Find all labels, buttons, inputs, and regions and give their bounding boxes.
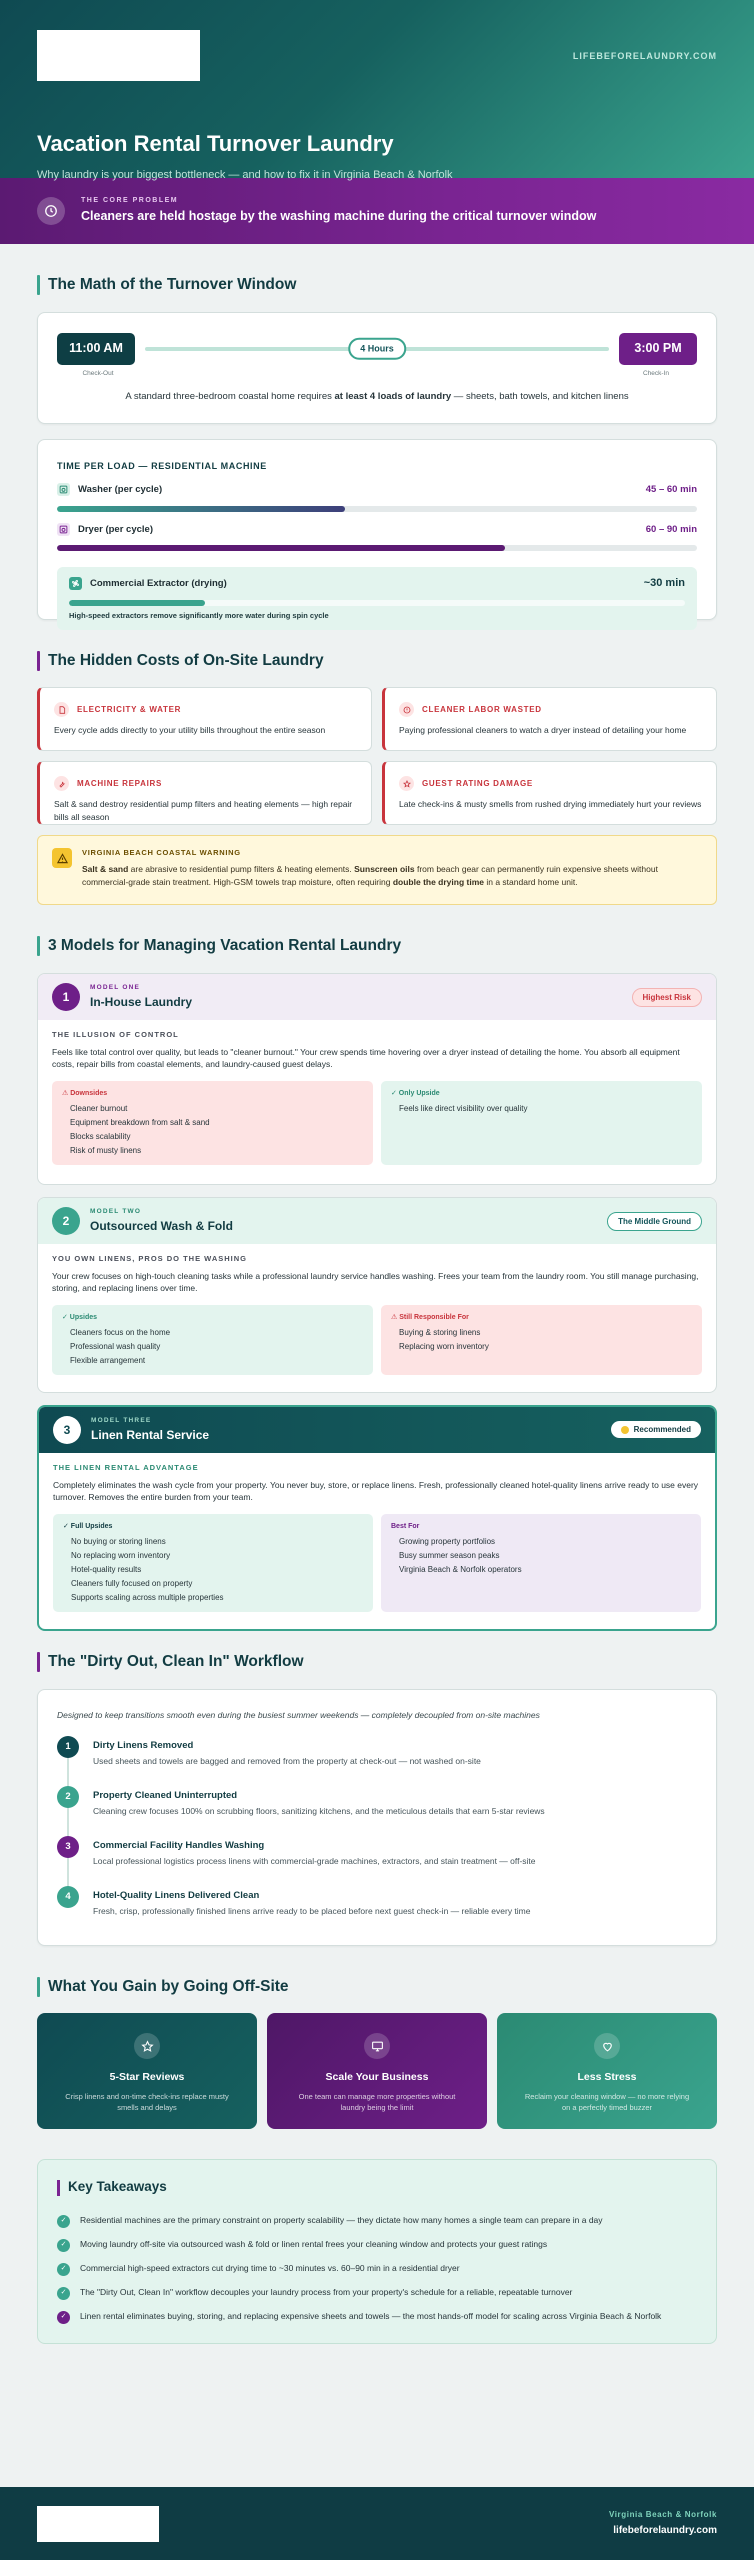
list-item: Risk of musty linens <box>70 1145 142 1155</box>
cost-title: MACHINE REPAIRS <box>77 779 163 789</box>
page-header <box>0 0 754 181</box>
model-number: 1 <box>52 983 80 1011</box>
section-math-title <box>37 274 717 296</box>
model-header <box>38 974 716 1020</box>
washer-bar-fill <box>57 506 345 512</box>
list-item: Buying & storing linens <box>399 1327 481 1337</box>
takeaway-item: ✓ Moving laundry off-site via outsourced wash & fold or linen rental frees your cleaning window and protects your guest ratings <box>57 2233 697 2257</box>
workflow-intro: Designed to keep transitions smooth even during the busiest summer weekends — completely decoupled from on-site machines <box>57 1709 540 1720</box>
extractor-bar-fill <box>69 600 205 606</box>
step-desc: Cleaning crew focuses 100% on scrubbing floors, sanitizing kitchens, and the meticulous details that earn 5-star reviews <box>93 1805 545 1816</box>
section-accent-bar <box>57 2180 60 2196</box>
model-three-card <box>37 1405 717 1631</box>
extractor-note: High-speed extractors remove significantly more water during spin cycle <box>69 611 329 621</box>
section-workflow-title <box>37 1651 717 1673</box>
star-icon <box>399 776 414 791</box>
load-value: 45 – 60 min <box>645 484 697 496</box>
clock-icon <box>37 197 65 225</box>
star-icon <box>621 1426 629 1434</box>
cost-grid <box>37 687 717 825</box>
section-gains-title <box>37 1976 717 1998</box>
model-number: 3 <box>53 1416 81 1444</box>
upsides-box <box>52 1305 373 1375</box>
gain-desc: One team can manage more properties without laundry being the limit <box>298 2092 456 2113</box>
takeaway-item: ✓ Linen rental eliminates buying, storing, and replacing expensive sheets and towels — the most hands-off model for scaling across Virginia Beach & Norfolk <box>57 2305 697 2329</box>
timeline-description: A standard three-bedroom coastal home requires at least 4 loads of laundry — sheets, bath towels, and kitchen linens <box>125 390 629 402</box>
gain-title: 5-Star Reviews <box>109 2071 185 2084</box>
col-title: ⚠ Downsides <box>62 1090 108 1098</box>
list-item: Cleaners focus on the home <box>70 1327 171 1337</box>
model-description: Your crew focuses on high-touch cleaning tasks while a professional laundry service handles washing. Frees your team from the laundry room. You still manage purchasing, storing, and replacing linens over time. <box>52 1270 699 1294</box>
cost-desc: Late check-ins & musty smells from rushed drying immediately hurt your reviews <box>399 799 702 810</box>
model-subtitle: YOU OWN LINENS, PROS DO THE WASHING <box>52 1254 248 1264</box>
site-url[interactable]: LIFEBEFORELAUNDRY.COM <box>572 51 717 61</box>
list-item: Blocks scalability <box>70 1131 131 1141</box>
model-one-card <box>37 973 717 1185</box>
step-number: 2 <box>57 1786 79 1808</box>
model-kicker: MODEL ONE <box>90 984 141 992</box>
load-row-washer <box>57 483 697 511</box>
section-heading: What You Gain by Going Off-Site <box>48 1977 289 1995</box>
section-heading: 3 Models for Managing Vacation Rental Laundry <box>48 937 402 955</box>
extractor-box <box>57 567 697 630</box>
section-accent-bar <box>37 1652 40 1672</box>
col-title: ⚠ Still Responsible For <box>391 1314 469 1322</box>
cost-card <box>382 687 717 751</box>
cost-card <box>382 761 717 825</box>
heart-icon <box>594 2033 620 2059</box>
step-number: 3 <box>57 1836 79 1858</box>
section-heading: The Hidden Costs of On-Site Laundry <box>48 651 324 669</box>
section-costs-title <box>37 650 717 672</box>
cost-card <box>37 687 372 751</box>
model-header <box>38 1198 716 1244</box>
page-title: Vacation Rental Turnover Laundry <box>37 131 394 156</box>
timeline-line <box>145 343 609 354</box>
section-accent-bar <box>37 936 40 956</box>
still-responsible-box <box>381 1305 702 1375</box>
section-accent-bar <box>37 651 40 671</box>
cost-desc: Every cycle adds directly to your utility bills throughout the entire season <box>54 725 326 736</box>
col-title: ✓ Upsides <box>62 1314 98 1322</box>
model-description: Feels like total control over quality, but leads to "cleaner burnout." Your crew spends time hovering over a dryer instead of detailing the home. You absorb all equipment costs, repair bills from coastal elements, and laundry-caused guest delays. <box>52 1046 680 1070</box>
gain-card <box>267 2013 487 2129</box>
cost-title: CLEANER LABOR WASTED <box>422 705 542 715</box>
col-title: Best For <box>391 1523 420 1531</box>
upside-box <box>381 1081 702 1165</box>
core-text: Cleaners are held hostage by the washing machine during the critical turnover window <box>81 209 597 224</box>
page-footer <box>0 2487 754 2560</box>
section-heading: The "Dirty Out, Clean In" Workflow <box>48 1653 304 1671</box>
warning-title: VIRGINIA BEACH COASTAL WARNING <box>82 848 241 858</box>
alert-icon <box>399 702 414 717</box>
downsides-box <box>52 1081 373 1165</box>
progress-track <box>69 600 685 606</box>
dryer-icon <box>57 523 70 536</box>
load-name: Dryer (per cycle) <box>78 523 153 535</box>
check-icon: ✓ <box>57 2287 70 2300</box>
load-name: Washer (per cycle) <box>78 484 163 496</box>
col-title: ✓ Full Upsides <box>63 1523 113 1531</box>
model-description: Completely eliminates the wash cycle from your property. You never buy, store, or replace linens. Fresh, professionally cleaned hotel-quality linens arrive ready to use every turnover. Removes the entire burden from your team. <box>53 1479 699 1503</box>
warning-icon <box>52 848 72 868</box>
list-item: Cleaner burnout <box>70 1103 128 1113</box>
list-item: Replacing worn inventory <box>399 1341 489 1351</box>
gain-title: Scale Your Business <box>325 2071 429 2084</box>
full-upsides-box <box>53 1514 373 1612</box>
model-two-card <box>37 1197 717 1393</box>
core-problem-banner <box>0 178 754 244</box>
workflow-card <box>37 1689 717 1946</box>
step-title: Dirty Linens Removed <box>93 1739 194 1751</box>
footer-region: Virginia Beach & Norfolk <box>608 2510 717 2520</box>
takeaway-item: ✓ The "Dirty Out, Clean In" workflow decouples your laundry process from your property's schedule for a reliable, repeatable turnover <box>57 2281 697 2305</box>
washer-icon <box>57 483 70 496</box>
section-heading: The Math of the Turnover Window <box>48 276 297 293</box>
gain-card <box>37 2013 257 2129</box>
step-title: Property Cleaned Uninterrupted <box>93 1789 238 1801</box>
progress-track <box>57 506 697 512</box>
model-kicker: MODEL THREE <box>91 1417 152 1425</box>
workflow-step <box>57 1786 697 1836</box>
key-takeaways <box>37 2159 717 2344</box>
gains-grid <box>37 2013 717 2129</box>
footer-logo[interactable] <box>37 2506 159 2542</box>
step-desc: Local professional logistics process linens with commercial-grade machines, extractors, and stain treatment — off-site <box>93 1855 536 1866</box>
workflow-step <box>57 1736 697 1786</box>
workflow-step <box>57 1886 697 1936</box>
load-row-dryer <box>57 523 697 551</box>
window-badge: 4 Hours <box>348 337 406 360</box>
load-value: ~30 min <box>643 576 685 589</box>
takeaway-item: ✓ Commercial high-speed extractors cut drying time to ~30 minutes vs. 60–90 min in a residential dryer <box>57 2257 697 2281</box>
list-item: Professional wash quality <box>70 1341 161 1351</box>
progress-track <box>57 545 697 551</box>
checkout-time: 11:00 AM <box>57 333 135 365</box>
warning-desc: Salt & sand are abrasive to residential pump filters & heating elements. Sunscreen oils from beach gear can permanently ruin expensive sheets without commercial-grade stain treatment. High-GSM towels trap moisture, often requiring double the drying time in a standard home unit. <box>82 863 658 887</box>
time-per-load-card <box>37 439 717 620</box>
load-value: 60 – 90 min <box>645 523 697 535</box>
risk-badge: Highest Risk <box>632 988 702 1007</box>
load-card-title: TIME PER LOAD — RESIDENTIAL MACHINE <box>57 460 267 471</box>
list-item: Feels like direct visibility over quality <box>399 1103 528 1113</box>
step-number: 4 <box>57 1886 79 1908</box>
star-icon <box>134 2033 160 2059</box>
checkin-time: 3:00 PM <box>619 333 697 365</box>
list-item: Virginia Beach & Norfolk operators <box>399 1564 522 1574</box>
checkout-label: Check-Out <box>82 369 114 377</box>
footer-url[interactable]: lifebeforelaundry.com <box>613 2524 717 2536</box>
coastal-warning <box>37 835 717 905</box>
fan-icon <box>69 577 82 590</box>
list-item: No replacing worn inventory <box>71 1550 171 1560</box>
step-desc: Fresh, crisp, professionally finished linens arrive ready to be placed before next guest check-in — reliable every time <box>93 1905 531 1916</box>
list-item: Busy summer season peaks <box>399 1550 500 1560</box>
dryer-bar-fill <box>57 545 505 551</box>
step-title: Hotel-Quality Linens Delivered Clean <box>93 1889 260 1901</box>
model-name: In-House Laundry <box>90 995 193 1010</box>
load-name: Commercial Extractor (drying) <box>90 577 227 589</box>
cost-desc: Salt & sand destroy residential pump filters and heating elements — high repair bills all season <box>54 799 353 823</box>
check-icon: ✓ <box>57 2263 70 2276</box>
model-subtitle: THE LINEN RENTAL ADVANTAGE <box>53 1463 199 1473</box>
step-number: 1 <box>57 1736 79 1758</box>
checkin-label: Check-In <box>642 369 669 377</box>
model-subtitle: THE ILLUSION OF CONTROL <box>52 1030 179 1040</box>
step-title: Commercial Facility Handles Washing <box>93 1839 265 1851</box>
gain-title: Less Stress <box>577 2071 637 2084</box>
cost-desc: Paying professional cleaners to watch a dryer instead of detailing your home <box>399 725 687 736</box>
model-name: Linen Rental Service <box>91 1428 210 1443</box>
gain-desc: Reclaim your cleaning window — no more relying on a perfectly timed buzzer <box>524 2092 690 2113</box>
section-accent-bar <box>37 275 40 295</box>
turnover-timeline-card <box>37 312 717 424</box>
check-icon: ✓ <box>57 2215 70 2228</box>
core-kicker: THE CORE PROBLEM <box>81 197 179 205</box>
monitor-icon <box>364 2033 390 2059</box>
cost-title: GUEST RATING DAMAGE <box>422 779 533 789</box>
document-icon <box>54 702 69 717</box>
list-item: Growing property portfolios <box>399 1536 496 1546</box>
takeaway-item: ✓ Residential machines are the primary constraint on property scalability — they dictate how many homes a single team can prepare in a day <box>57 2209 697 2233</box>
recommended-badge: Recommended <box>611 1421 701 1438</box>
cost-title: ELECTRICITY & WATER <box>77 705 182 715</box>
page-subtitle: Why laundry is your biggest bottleneck — and how to fix it in Virginia Beach & Norfolk <box>37 168 453 181</box>
check-icon: ✓ <box>57 2239 70 2252</box>
takeaways-title: Key Takeaways <box>68 2179 167 2195</box>
logo[interactable] <box>37 30 200 81</box>
workflow-step <box>57 1836 697 1886</box>
section-accent-bar <box>37 1977 40 1997</box>
model-kicker: MODEL TWO <box>90 1208 142 1216</box>
section-models-title <box>37 935 717 957</box>
list-item: Flexible arrangement <box>70 1355 146 1365</box>
check-icon: ✓ <box>57 2311 70 2324</box>
list-item: Cleaners fully focused on property <box>71 1578 193 1588</box>
gain-card <box>497 2013 717 2129</box>
gain-desc: Crisp linens and on-time check-ins replace musty smells and delays <box>65 2092 229 2113</box>
model-header <box>39 1407 715 1453</box>
list-item: No buying or storing linens <box>71 1536 166 1546</box>
cost-card <box>37 761 372 825</box>
model-name: Outsourced Wash & Fold <box>90 1219 233 1234</box>
list-item: Hotel-quality results <box>71 1564 142 1574</box>
middle-ground-badge: The Middle Ground <box>607 1212 702 1231</box>
best-for-box <box>381 1514 701 1612</box>
model-number: 2 <box>52 1207 80 1235</box>
list-item: Equipment breakdown from salt & sand <box>70 1117 210 1127</box>
wrench-icon <box>54 776 69 791</box>
list-item: Supports scaling across multiple properties <box>71 1592 224 1602</box>
step-desc: Used sheets and towels are bagged and removed from the property at check-out — not washed on-site <box>93 1755 481 1766</box>
col-title: ✓ Only Upside <box>391 1090 440 1098</box>
